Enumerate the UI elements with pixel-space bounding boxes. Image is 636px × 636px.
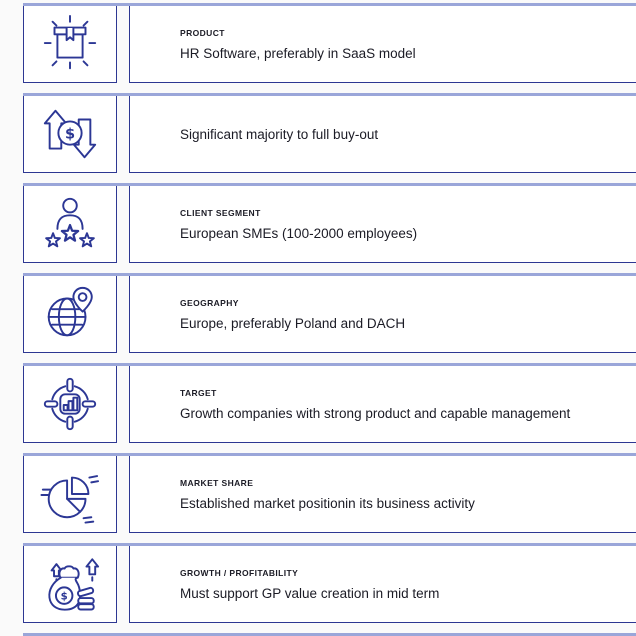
criteria-text: Established market positionin its business activity bbox=[180, 495, 475, 511]
criteria-row bbox=[23, 183, 636, 263]
box-gap bbox=[117, 546, 129, 623]
criteria-text: Growth companies with strong product and capable management bbox=[180, 405, 571, 421]
criteria-label: MARKET SHARE bbox=[180, 477, 254, 488]
criteria-label: TARGET bbox=[180, 387, 217, 398]
criteria-row bbox=[23, 363, 636, 443]
buyout-exchange-arrows-icon bbox=[39, 103, 101, 165]
criteria-icon-box bbox=[23, 96, 117, 173]
globe-location-pin-icon bbox=[39, 283, 101, 345]
criteria-text-box bbox=[129, 96, 636, 173]
svg-text:$: $ bbox=[60, 591, 68, 603]
money-bag-growth-icon bbox=[39, 553, 101, 615]
criteria-text: Must support GP value creation in mid term bbox=[180, 585, 440, 601]
criteria-icon-box bbox=[23, 366, 117, 443]
box-gap bbox=[117, 366, 129, 443]
criteria-text: European SMEs (100-2000 employees) bbox=[180, 225, 418, 241]
svg-text:$: $ bbox=[64, 126, 76, 143]
criteria-icon-box bbox=[23, 546, 117, 623]
package-shine-icon bbox=[39, 13, 101, 75]
criteria-text-box bbox=[129, 456, 636, 533]
criteria-icon-box bbox=[23, 456, 117, 533]
criteria-icon-box bbox=[23, 276, 117, 353]
person-stars-icon bbox=[39, 193, 101, 255]
criteria-row bbox=[23, 93, 636, 173]
criteria-text: HR Software, preferably in SaaS model bbox=[180, 45, 416, 61]
criteria-label: GEOGRAPHY bbox=[180, 297, 239, 308]
criteria-row bbox=[23, 273, 636, 353]
criteria-row bbox=[23, 3, 636, 83]
criteria-text-box bbox=[129, 276, 636, 353]
box-gap bbox=[117, 456, 129, 533]
box-gap bbox=[117, 186, 129, 263]
criteria-label: GROWTH / PROFITABILITY bbox=[180, 567, 299, 578]
criteria-icon-box bbox=[23, 6, 117, 83]
criteria-text: Significant majority to full buy-out bbox=[180, 126, 379, 142]
criteria-text-box bbox=[129, 6, 636, 83]
criteria-row bbox=[23, 543, 636, 623]
criteria-row bbox=[23, 453, 636, 533]
criteria-text-box bbox=[129, 366, 636, 443]
criteria-text-box bbox=[129, 546, 636, 623]
target-bar-chart-icon bbox=[39, 373, 101, 435]
box-gap bbox=[117, 6, 129, 83]
box-gap bbox=[117, 276, 129, 353]
box-gap bbox=[117, 96, 129, 173]
criteria-label: PRODUCT bbox=[180, 27, 225, 38]
criteria-icon-box bbox=[23, 186, 117, 263]
pie-chart-icon bbox=[39, 463, 101, 525]
criteria-label: CLIENT SEGMENT bbox=[180, 207, 261, 218]
criteria-text-box bbox=[129, 186, 636, 263]
criteria-text: Europe, preferably Poland and DACH bbox=[180, 315, 406, 331]
